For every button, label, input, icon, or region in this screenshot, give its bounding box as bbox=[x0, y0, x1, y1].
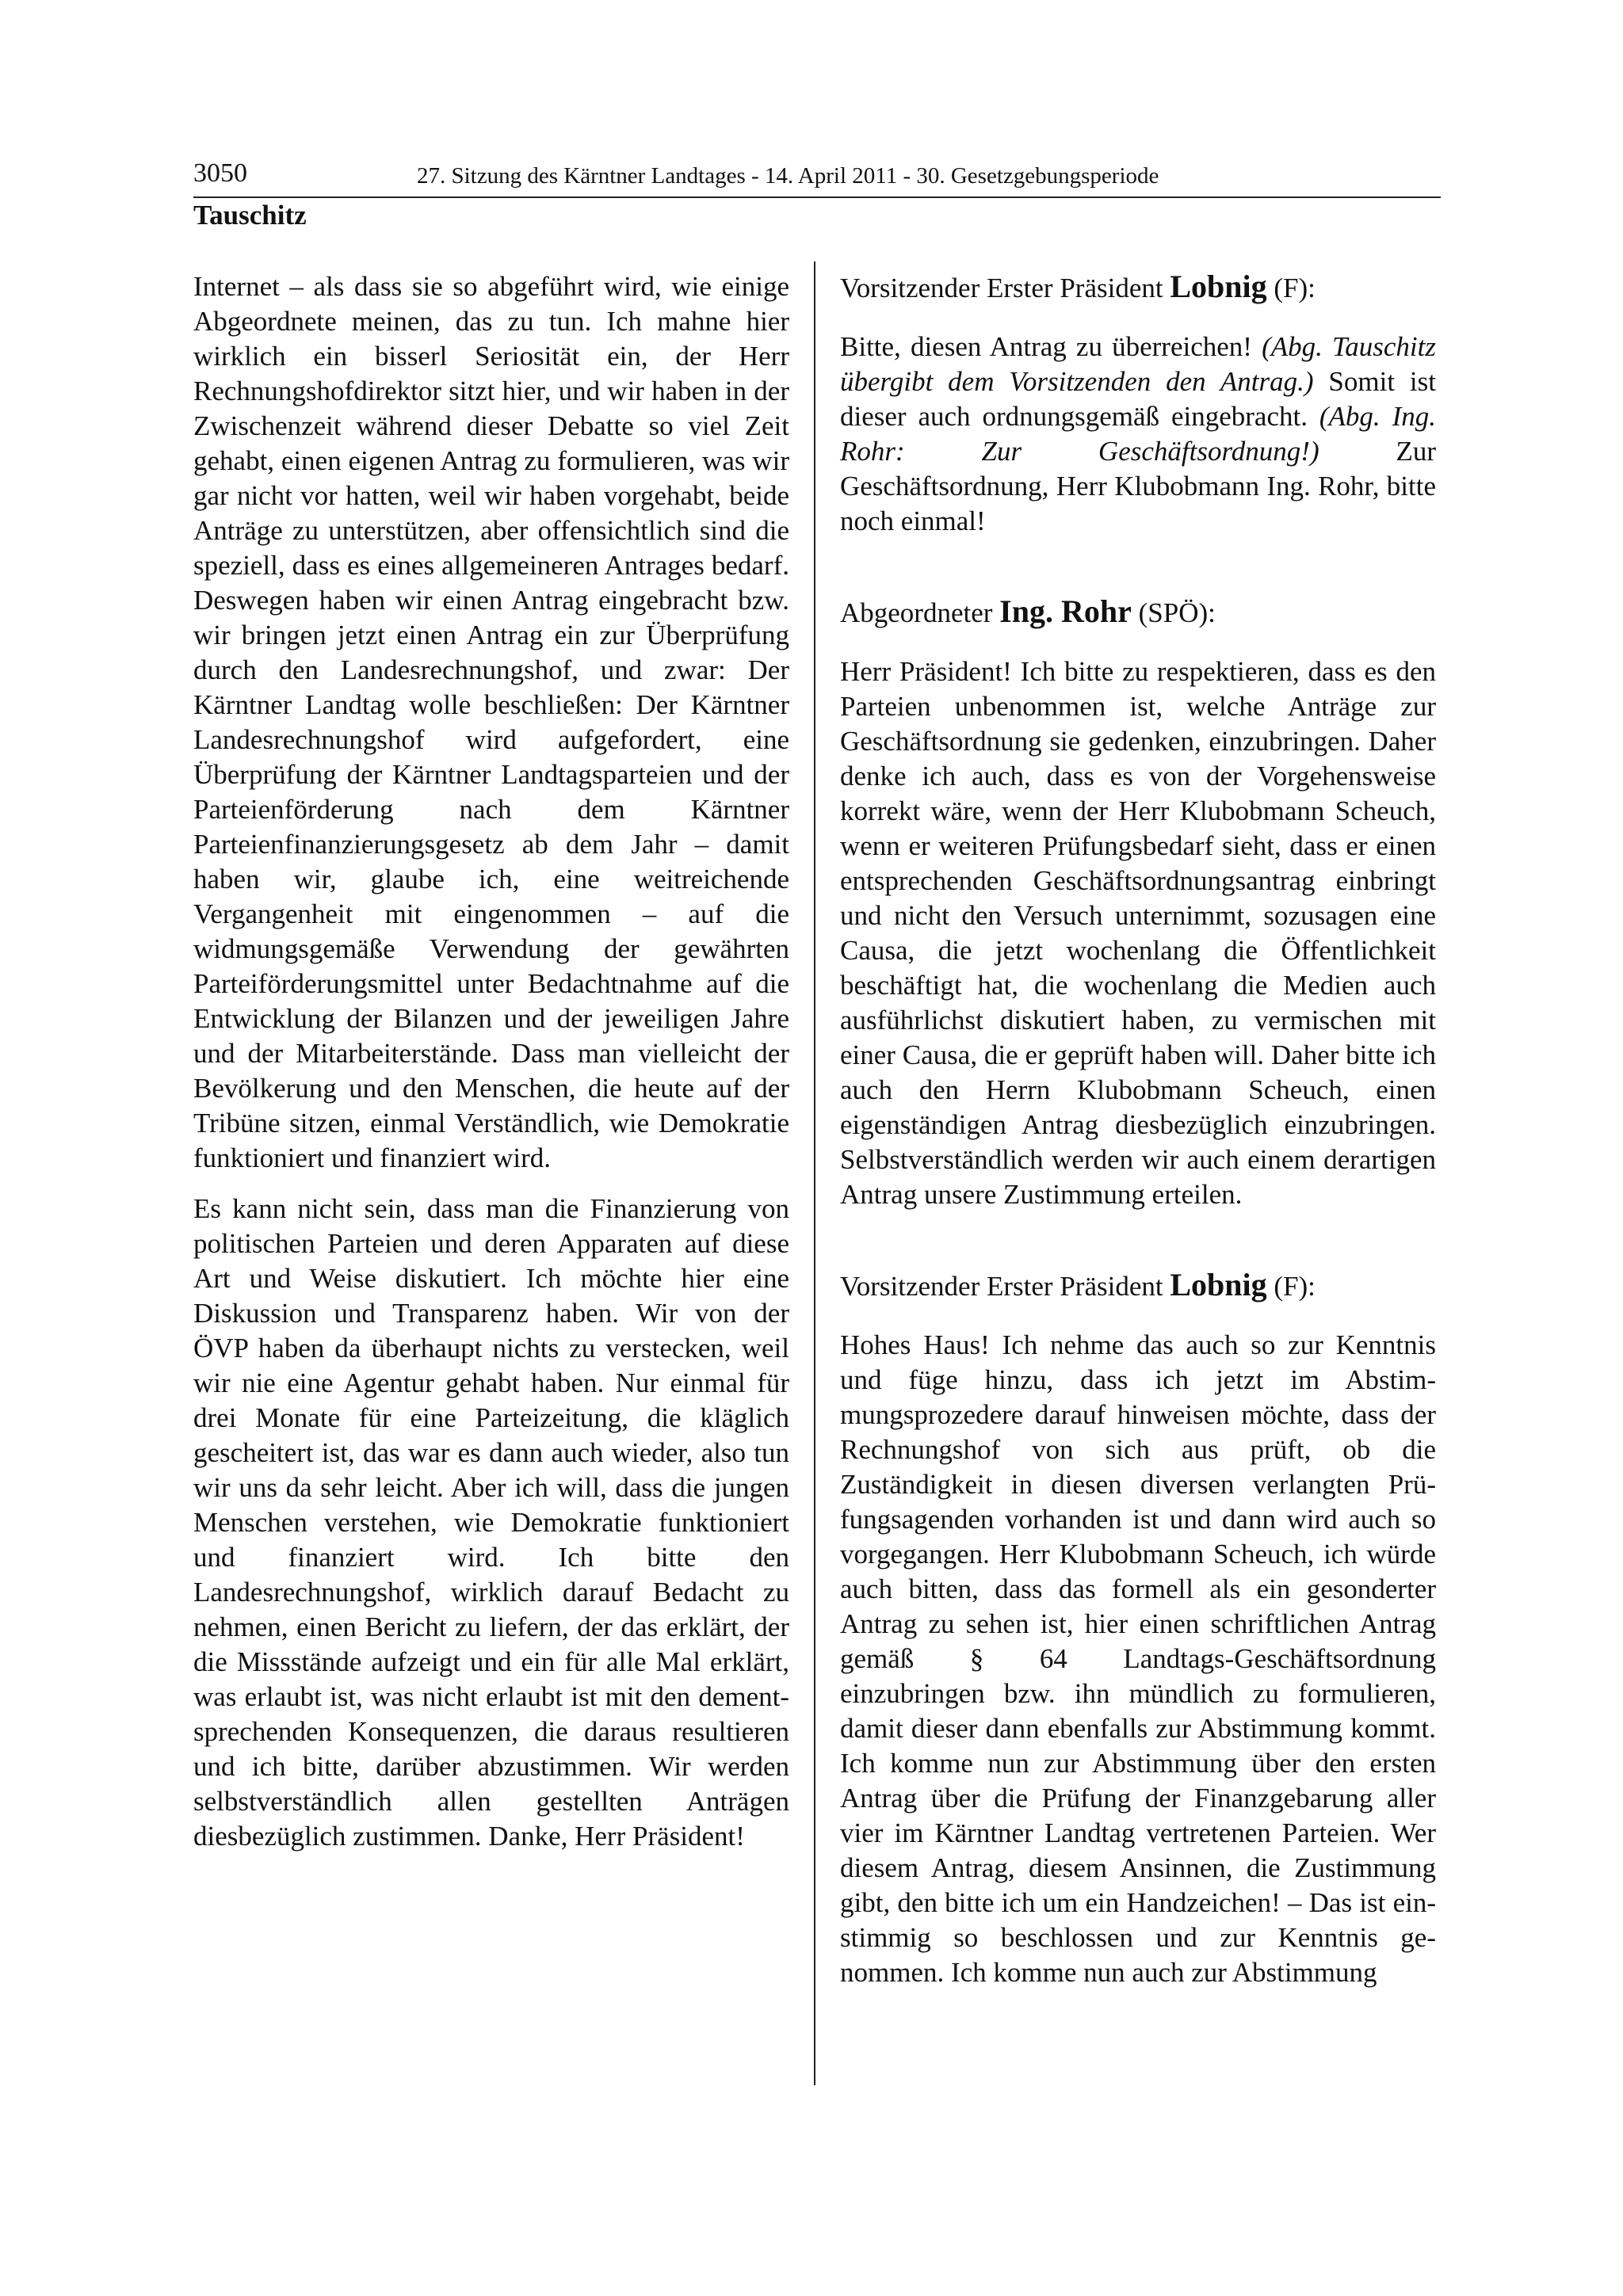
speaker-role: Vorsitzender Erster Präsident bbox=[840, 273, 1170, 303]
speaker-role: Abgeordneter bbox=[840, 597, 1000, 628]
page-header bbox=[193, 158, 1441, 195]
session-title: 27. Sitzung des Kärntner Landtages - 14. April 2011 - 30. Gesetzgebungsperiode bbox=[417, 163, 1159, 189]
speaker-party: (F): bbox=[1266, 273, 1316, 303]
header-rule bbox=[193, 196, 1441, 198]
speaker-name: Ing. Rohr bbox=[999, 593, 1132, 629]
speech-text: Zur Geschäftsordnung, Herr Klubobmann Ing. Rohr, bitte noch einmal! bbox=[840, 436, 1436, 536]
left-column bbox=[193, 269, 789, 1870]
right-column bbox=[840, 269, 1436, 2006]
stage-direction: (Abg. Ing. Rohr: Zur Geschäftsordnung!) bbox=[840, 401, 1436, 467]
speech-paragraph-rohr: Herr Präsident! Ich bitte zu respektieren, dass es den Parteien unbenommen ist, welche Anträge zur Geschäftsordnung sie gedenken, einzubringen. Daher denke ich auch, dass es von der Vorgehensweise korrekt wäre, wenn der Herr Klubobmann Scheuch, wenn er weiteren Prüfungsbedarf sieht, dass er einen entsprechenden Geschäftsordnungsantrag einbringt und nicht den Versuch unternimmt, sozusagen eine Causa, die jetzt wochenlang die Öffentlichkeit beschäftigt hat, die wochenlang die Medien auch ausführlichst diskutiert haben, zu vermischen mit einer Causa, die er geprüft haben will. Daher bitte ich auch den Herrn Klubobmann Scheuch, einen eigenständigen Antrag diesbezüglich einzubringen. Selbstverständlich werden wir auch einem derartigen Antrag unsere Zustimmung erteilen. bbox=[840, 656, 1436, 1210]
speaker-role: Vorsitzender Erster Präsident bbox=[840, 1271, 1170, 1302]
speaker-heading-rohr bbox=[840, 594, 1436, 631]
speaker-heading-lobnig bbox=[840, 269, 1436, 306]
stage-direction: (Abg. Tauschitz übergibt dem Vorsitzenden den Antrag.) bbox=[840, 331, 1437, 397]
speaker-name: Lobnig bbox=[1170, 269, 1267, 304]
speech-text: Bitte, diesen Antrag zu überreichen! bbox=[840, 331, 1262, 362]
speaker-name: Lobnig bbox=[1170, 1267, 1267, 1302]
speech-paragraph-lobnig-1 bbox=[840, 330, 1436, 539]
speech-text: Somit ist dieser auch ordnungsgemäß eingebracht. bbox=[840, 366, 1436, 432]
page-number: 3050 bbox=[193, 158, 247, 188]
speech-paragraph-2: Es kann nicht sein, dass man die Finanzierung von politischen Parteien und deren Apparaten auf diese Art und Weise diskutiert. Ich möchte hier eine Diskussion und Transparenz haben. Wir von der ÖVP haben da überhaupt nichts zu verstecken, weil wir nie eine Agentur gehabt haben. Nur einmal für drei Monate für eine Parteizeitung, die kläglich gescheitert ist, das war es dann auch wieder, also tun wir uns da sehr leicht. Aber ich will, dass die jungen Menschen verstehen, wie Demokratie funktioniert und finanziert wird. Ich bitte den Landesrechnungshof, wirklich darauf Bedacht zu nehmen, einen Bericht zu liefern, der das erklärt, der die Missstände aufzeigt und ein für alle Mal erklärt, was erlaubt ist, was nicht erlaubt ist mit den dementsprechenden Konsequenzen, die daraus resultieren und ich bitte, darüber abzustimmen. Wir werden selbstverständlich allen gestellten Anträgen diesbezüglich zustimmen. Danke, Herr Präsident! bbox=[193, 1193, 789, 1852]
speech-paragraph-lobnig-2: Hohes Haus! Ich nehme das auch so zur Kenntnis und füge hinzu, dass ich jetzt im Abstimmungsprozedere darauf hinweisen möchte, dass der Rechnungshof von sich aus prüft, ob die Zuständigkeit in diesen diversen verlangten Prüfungsagenden vorhanden ist und dann wird auch so vorgegangen. Herr Klubobmann Scheuch, ich würde auch bitten, dass das formell als ein gesonderter Antrag zu sehen ist, hier einen schriftlichen Antrag gemäß § 64 Landtags-Geschäftsordnung einzubringen bzw. ihn mündlich zu formulieren, damit dieser dann ebenfalls zur Abstimmung kommt. Ich komme nun zur Abstimmung über den ersten Antrag über die Prüfung der Finanzgebarung aller vier im Kärntner Landtag vertretenen Parteien. Wer diesem Antrag, diesem Ansinnen, die Zustimmung gibt, den bitte ich um ein Handzeichen! – Das ist einstimmig so beschlossen und zur Kenntnis genommen. Ich komme nun auch zur Abstimmung bbox=[840, 1329, 1436, 1988]
running-speaker-name: Tauschitz bbox=[193, 200, 307, 231]
speaker-party: (SPÖ): bbox=[1131, 597, 1216, 628]
speaker-heading-lobnig-2 bbox=[840, 1268, 1436, 1304]
column-divider bbox=[814, 261, 815, 2085]
speech-paragraph-1: Internet – als dass sie so abgeführt wird, wie einige Abgeordnete meinen, das zu tun. Ich mahne hier wirklich ein bisserl Seriosität ein, der Herr Rechnungshofdirektor sitzt hier, und wir haben in der Zwischenzeit während dieser Debatte so viel Zeit gehabt, einen eigenen Antrag zu formulieren, was wir gar nicht vor hatten, weil wir haben vorgehabt, beide Anträge zu unterstützen, aber offensichtlich sind die speziell, dass es eines allgemeineren Antrages bedarf. Deswegen haben wir einen Antrag eingebracht bzw. wir bringen jetzt einen Antrag ein zur Überprüfung durch den Landesrechnungshof, und zwar: Der Kärntner Landtag wolle beschließen: Der Kärntner Landesrechnungshof wird aufgefordert, eine Überprüfung der Kärntner Landtagsparteien und der Parteienförderung nach dem Kärntner Parteienfinanzierungsgesetz ab dem Jahr – damit haben wir, glaube ich, eine weitreichende Vergangenheit mit eingenommen – auf die widmungsgemäße Verwendung der gewährten Parteiförderungsmittel unter Bedachtnahme auf die Entwicklung der Bilanzen und der jeweiligen Jahre und der Mitarbeiterstände. Dass man vielleicht der Bevölkerung und den Menschen, die heute auf der Tribüne sitzen, einmal Verständlich, wie Demokratie funktioniert und finanziert wird. bbox=[193, 271, 789, 1173]
speaker-party: (F): bbox=[1266, 1271, 1316, 1302]
